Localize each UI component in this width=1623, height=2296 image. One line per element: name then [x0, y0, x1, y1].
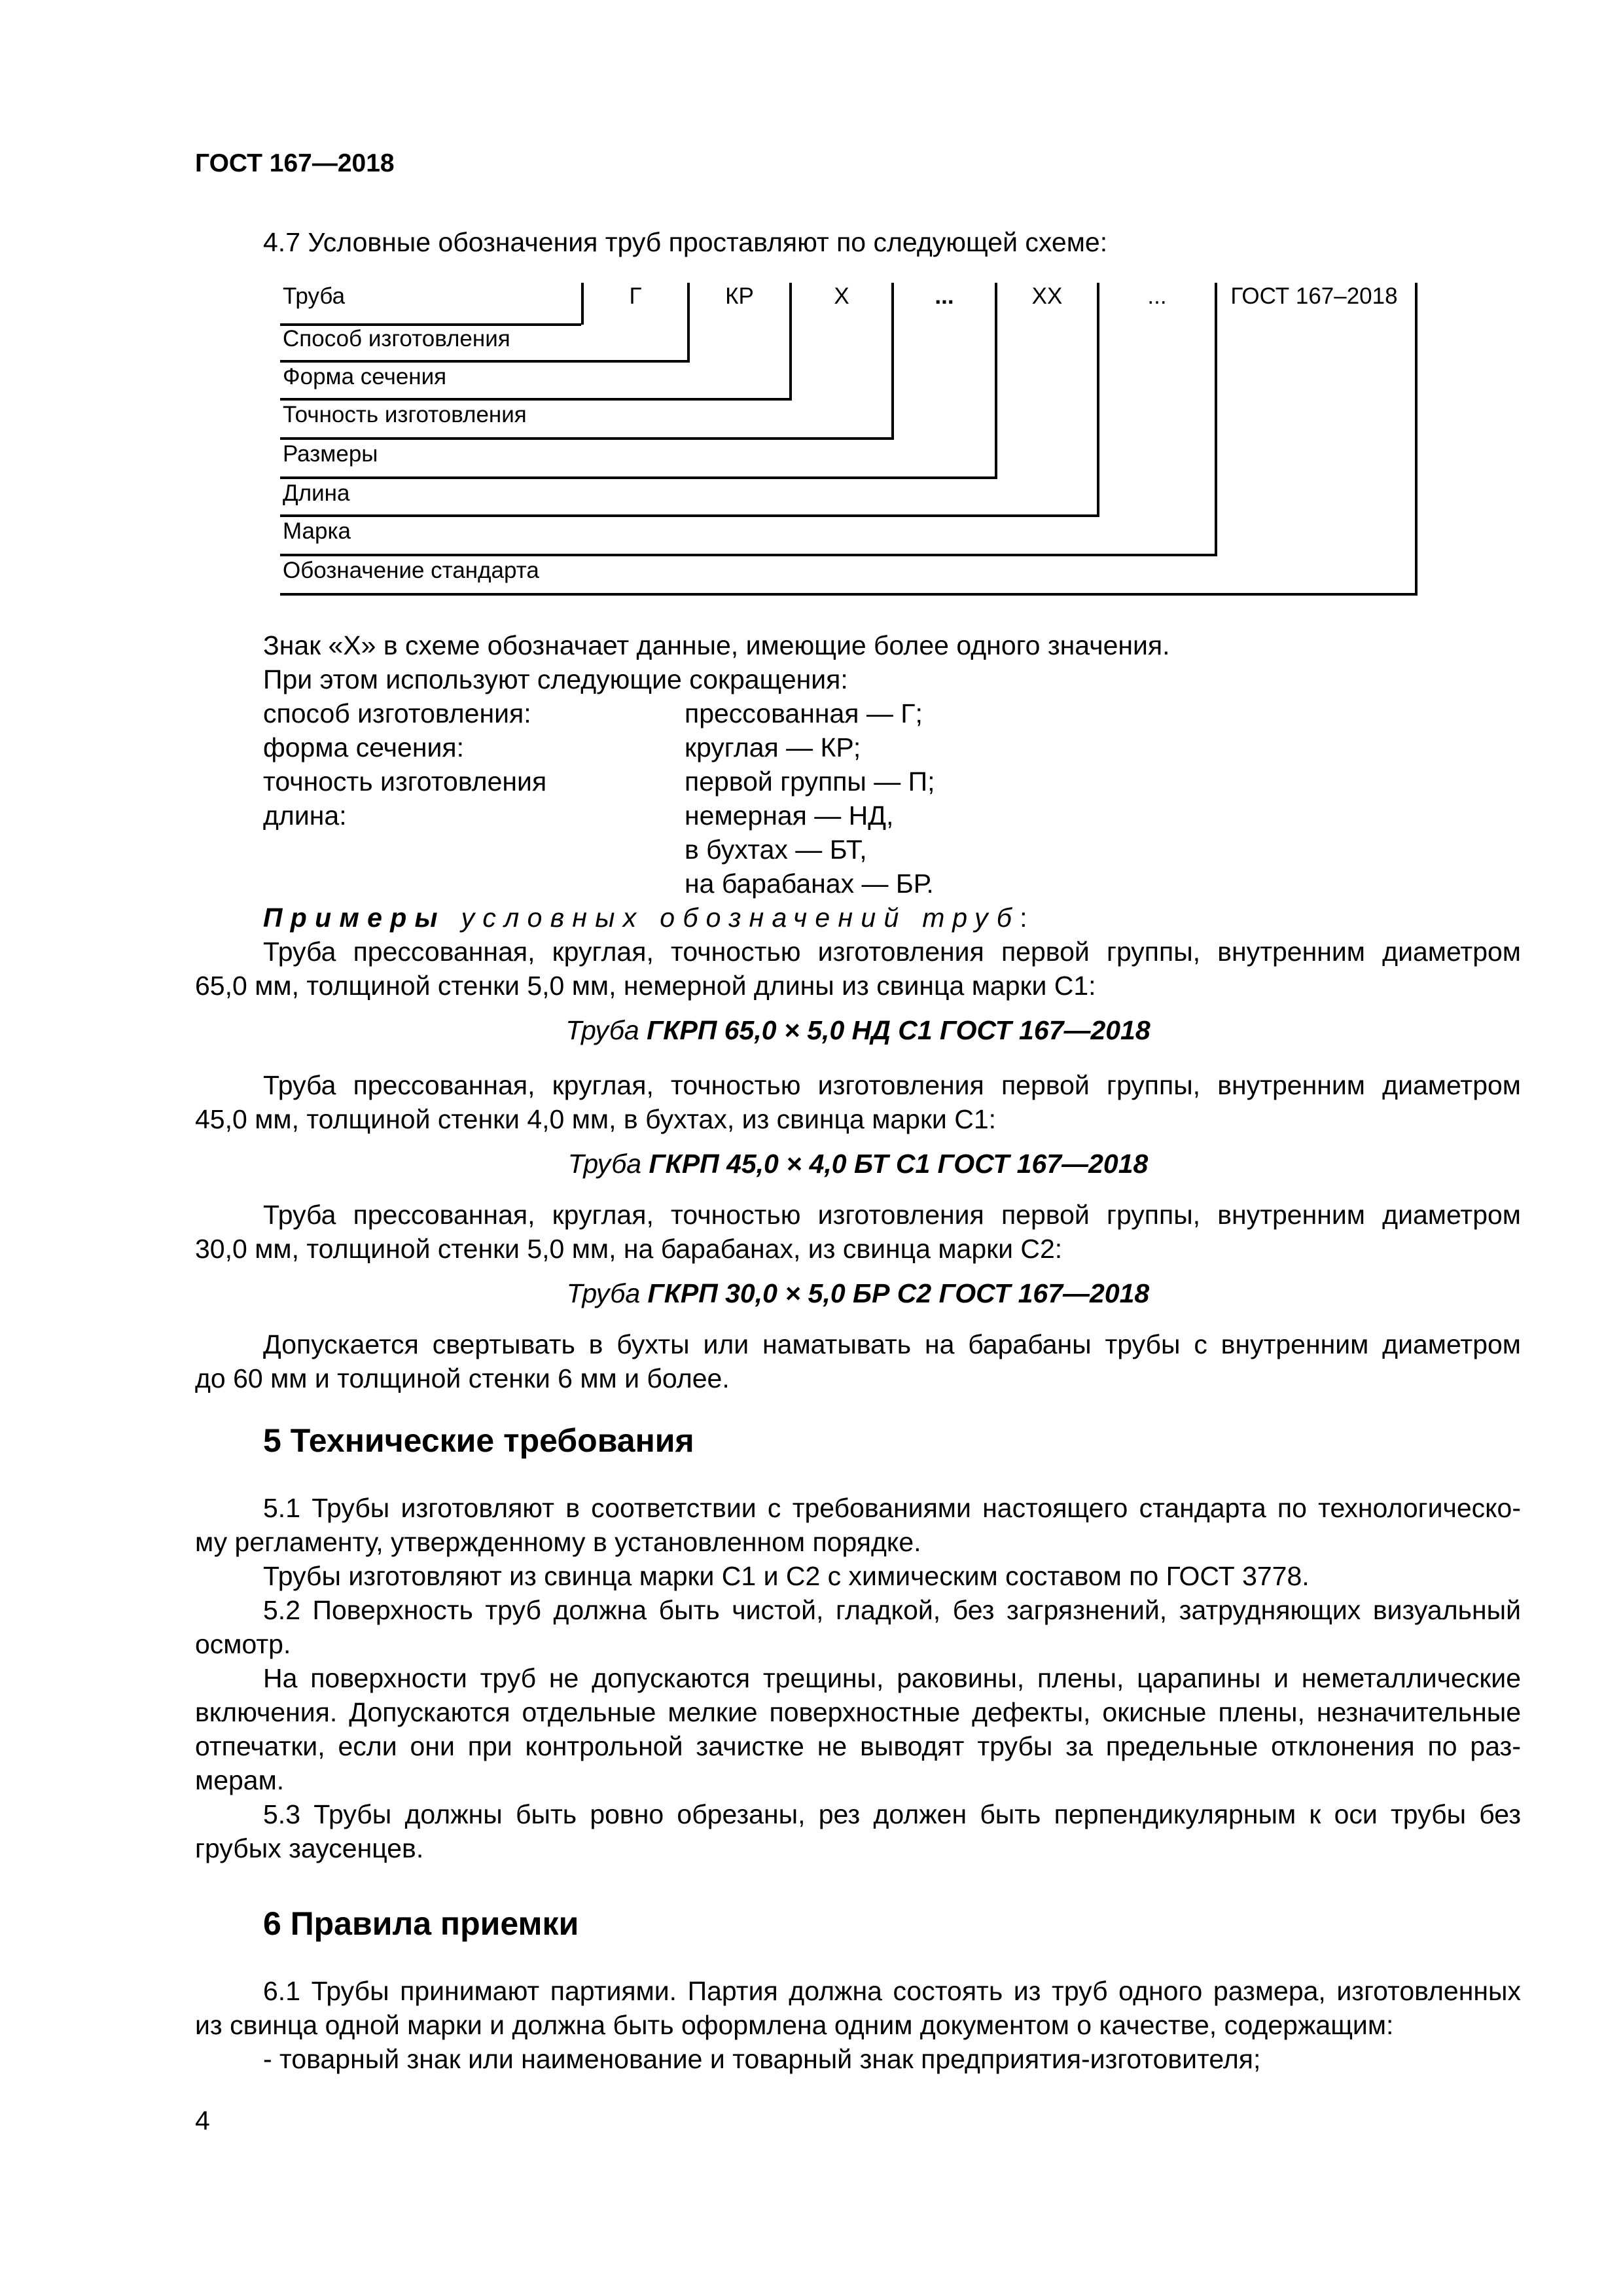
s6-p1-line2: из свинца одной марки и должна быть оформлена одним документом о качестве, содержащим:: [195, 2010, 1394, 2040]
example-3-designation: Труба ГКРП 30,0 × 5,0 БР С2 ГОСТ 167—2018: [566, 1278, 1150, 1308]
example-3-line1: Труба прессованная, круглая, точностью изготовления первой группы, внутренним диаметром: [263, 1200, 1521, 1230]
abbr-term: точность изготовления: [263, 766, 547, 797]
scheme-cell-standard: ГОСТ 167–2018: [1230, 283, 1398, 309]
s5-p4-line1: На поверхности труб не допускаются трещины, раковины, плены, царапины и неметаллические: [263, 1663, 1521, 1693]
scheme-cell-sizes: ...: [935, 283, 954, 309]
s5-p3-line2: осмотр.: [195, 1629, 291, 1659]
example-1-designation: Труба ГКРП 65,0 × 5,0 НД С1 ГОСТ 167—2018: [565, 1015, 1150, 1045]
abbr-value: круглая — КР;: [685, 732, 861, 762]
allowance-line2: до 60 мм и толщиной стенки 6 мм и более.: [195, 1363, 730, 1393]
examples-title: [263, 901, 1027, 935]
s6-p1-line1: 6.1 Трубы принимают партиями. Партия должна состоять из труб одного размера, изготовленных: [263, 1976, 1521, 2006]
examples-title-rest: условных обозначений труб: [445, 903, 1020, 933]
scheme-row-sizes: Размеры: [283, 441, 378, 467]
scheme-row-accuracy: Точность изготовления: [283, 402, 527, 427]
abbr-value: прессованная — Г;: [685, 698, 923, 728]
scheme-cell-method: Г: [629, 283, 642, 309]
s6-list-item: - товарный знак или наименование и товарный знак предприятия-изготовителя;: [263, 2044, 1261, 2074]
scheme-row-length: Длина: [283, 480, 350, 506]
examples-title-colon: :: [1020, 903, 1027, 933]
example-3-line2: 30,0 мм, толщиной стенки 5,0 мм, на барабанах, из свинца марки С2:: [195, 1234, 1063, 1264]
s5-p5-line2: грубых заусенцев.: [195, 1833, 424, 1863]
scheme-cell-grade: ...: [1147, 283, 1167, 309]
s5-p4-line4: мерам.: [195, 1765, 285, 1795]
section-6-title: 6 Правила приемки: [263, 1905, 579, 1942]
s5-p5-line1: 5.3 Трубы должны быть ровно обрезаны, рез должен быть перпендикулярным к оси трубы без: [263, 1799, 1521, 1829]
s5-p2: Трубы изготовляют из свинца марки С1 и С2 с химическим составом по ГОСТ 3778.: [263, 1561, 1310, 1591]
page-number: 4: [195, 2106, 210, 2136]
scheme-row-method: Способ изготовления: [283, 326, 510, 351]
scheme-cell-length: ХХ: [1031, 283, 1063, 309]
abbr-value: немерная — НД,: [685, 800, 894, 831]
abbr-intro: При этом используют следующие сокращения:: [263, 664, 848, 694]
clause-4-7: 4.7 Условные обозначения труб проставляют по следующей схеме:: [263, 227, 1108, 257]
examples-title-bold: Примеры: [263, 903, 446, 933]
allowance-line1: Допускается свертывать в бухты или наматывать на барабаны трубы с внутренним диаметром: [263, 1329, 1521, 1359]
example-1-line2: 65,0 мм, толщиной стенки 5,0 мм, немерной длины из свинца марки С1:: [195, 971, 1096, 1001]
scheme-note: Знак «Х» в схеме обозначает данные, имеющие более одного значения.: [263, 630, 1170, 660]
abbr-term: способ изготовления:: [263, 698, 531, 728]
scheme-head-label: Труба: [283, 283, 346, 309]
s5-p1-line2: му регламенту, утвержденному в установленном порядке.: [195, 1527, 921, 1557]
section-5-title: 5 Технические требования: [263, 1422, 694, 1459]
scheme-cell-shape: КР: [725, 283, 754, 309]
abbr-value: первой группы — П;: [685, 766, 935, 797]
scheme-row-standard: Обозначение стандарта: [283, 558, 539, 583]
abbr-term: форма сечения:: [263, 732, 464, 762]
s5-p3-line1: 5.2 Поверхность труб должна быть чистой, гладкой, без загрязнений, затрудняющих визуальный: [263, 1595, 1521, 1625]
scheme-row-shape: Форма сечения: [283, 364, 447, 389]
scheme-cell-accuracy: Х: [834, 283, 849, 309]
example-2-line1: Труба прессованная, круглая, точностью изготовления первой группы, внутренним диаметром: [263, 1070, 1521, 1100]
s5-p4-line3: отпечатки, если они при контрольной зачистке не выводят трубы за предельные отклонения по раз-: [195, 1731, 1521, 1761]
scheme-row-grade: Марка: [283, 518, 351, 544]
example-2-designation: Труба ГКРП 45,0 × 4,0 БТ С1 ГОСТ 167—2018: [567, 1149, 1149, 1179]
abbr-value: в бухтах — БТ,: [685, 834, 867, 865]
abbr-value: на барабанах — БР.: [685, 869, 934, 899]
example-2-line2: 45,0 мм, толщиной стенки 4,0 мм, в бухтах, из свинца марки С1:: [195, 1104, 997, 1134]
example-1-line1: Труба прессованная, круглая, точностью изготовления первой группы, внутренним диаметром: [263, 937, 1521, 967]
abbr-term: длина:: [263, 800, 347, 831]
s5-p1-line1: 5.1 Трубы изготовляют в соответствии с требованиями настоящего стандарта по технологическо-: [263, 1493, 1521, 1523]
s5-p4-line2: включения. Допускаются отдельные мелкие поверхностные дефекты, окисные плены, незначительные: [195, 1697, 1521, 1727]
document-header: ГОСТ 167—2018: [195, 149, 395, 177]
